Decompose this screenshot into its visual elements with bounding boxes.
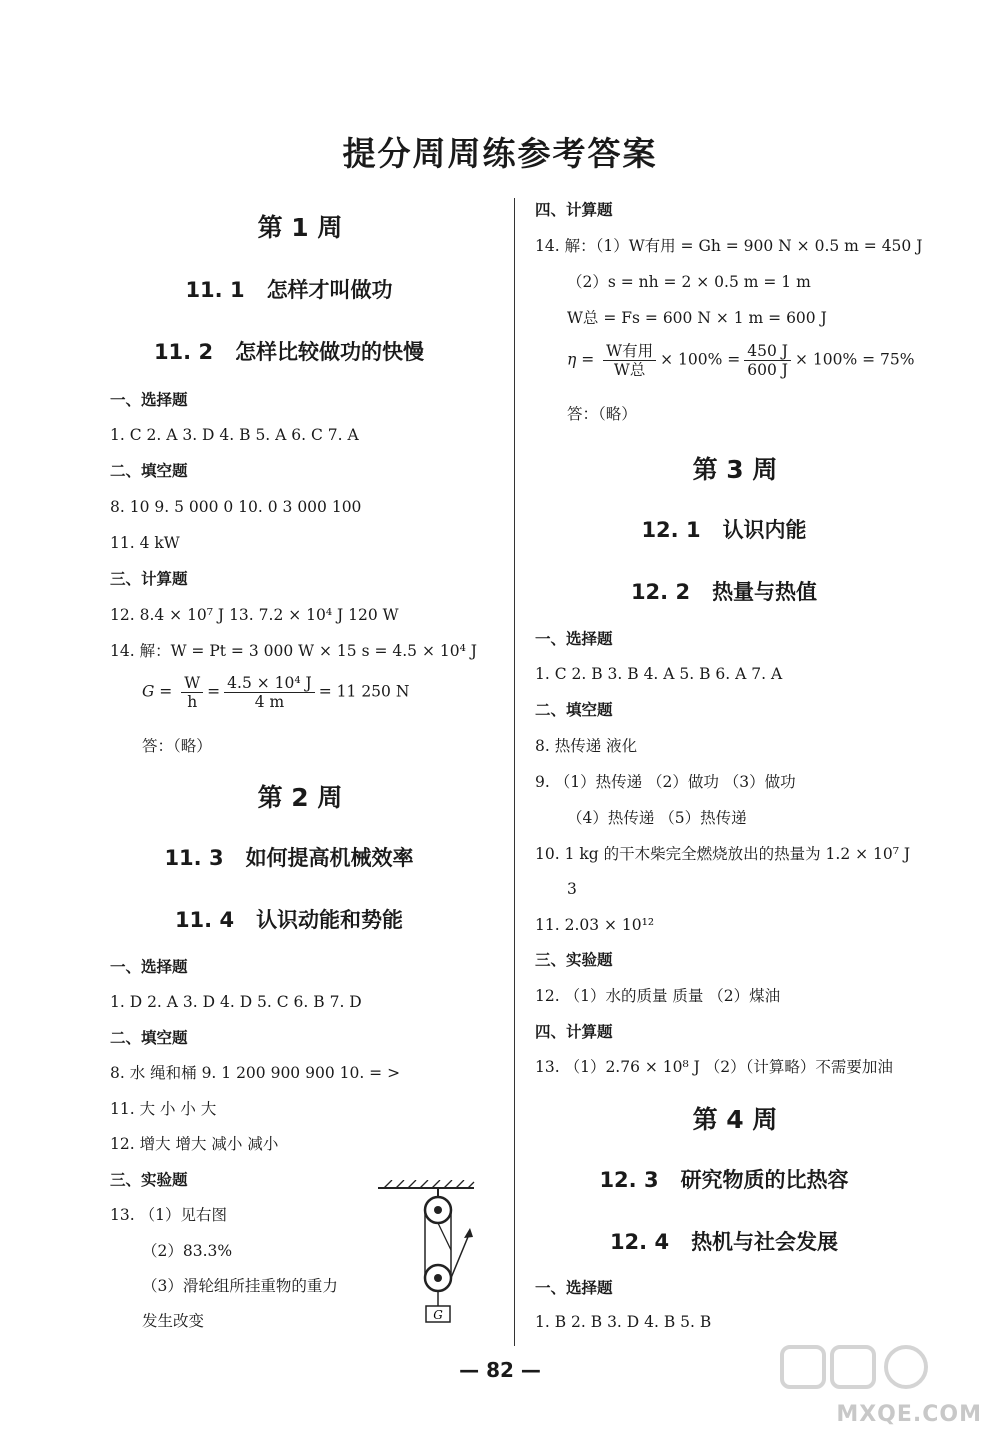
answer-line: 11. 大 小 小 大 [110,1100,217,1118]
chapter-11-4-heading [110,904,490,934]
answer-line: 1. C 2. A 3. D 4. B 5. A 6. C 7. A [110,426,359,444]
answer-line: 13. （1）见右图 [110,1206,227,1224]
numerator: W [181,674,203,693]
answer-line: 3 [567,880,577,898]
section-heading: 二、填空题 [535,701,613,719]
section-heading: 三、实验题 [535,951,613,969]
answer-line: 12. 增大 增大 减小 减小 [110,1135,279,1153]
answer-line: （3）滑轮组所挂重物的重力 [142,1277,338,1295]
watermark-text: MXQE.COM [836,1402,982,1427]
numerator: W有用 [603,342,656,361]
numerator: 450 J [744,342,791,361]
denominator: W总 [613,361,646,379]
answer-line: 8. 10 9. 5 000 0 10. 0 3 000 100 [110,498,362,516]
arrow-icon [464,1228,473,1238]
chapter-name: 如何提高机械效率 [245,846,414,870]
fixed-pulley-axle [434,1206,442,1214]
pulley-diagram [378,1180,478,1330]
chapter-name: 认识动能和势能 [256,908,404,932]
answer-line: 13. （1）2.76 × 10⁸ J （2）（计算略）不需要加油 [535,1058,893,1076]
page-title: 提分周周练参考答案 [342,134,658,173]
formula-part: × 100% = [660,350,741,369]
chapter-number: 12. 3 [599,1168,659,1192]
section-heading: 四、计算题 [535,201,613,219]
chapter-12-2-heading [535,576,935,606]
answer-line: 1. D 2. A 3. D 4. D 5. C 6. B 7. D [110,993,362,1011]
section-heading: 一、选择题 [110,391,188,409]
chapter-number: 11. 1 [185,278,245,302]
chapter-12-1-heading [535,514,935,544]
week-1-heading: 第 1 周 [257,213,343,242]
denominator: h [187,693,198,711]
answer-line: 11. 2.03 × 10¹² [535,916,655,934]
formula-line: G = $\frac{W}{h}$ = $\frac{\text{4.5 × 10⁴ J}}{4 m}$ = 11 250 N [142,674,410,711]
chapter-12-4-heading [535,1226,935,1256]
chapter-name: 怎样比较做功的快慢 [235,340,425,364]
chapter-number: 12. 1 [641,518,701,542]
section-heading: 二、填空题 [110,1029,188,1047]
numerator: 4.5 × 10⁴ J [224,674,315,693]
answer-line: 14. 解：（1）W有用 = Gh = 900 N × 0.5 m = 450 J [535,237,923,255]
answer-line: 11. 4 kW [110,534,180,552]
chapter-number: 11. 4 [174,908,235,932]
answer-line: 8. 热传递 液化 [535,737,638,755]
answer-line: 答：（略） [142,737,212,755]
fraction [603,342,656,379]
pull-rope [451,1232,470,1278]
answer-line: 1. C 2. B 3. B 4. A 5. B 6. A 7. A [535,665,783,683]
fraction [744,342,791,379]
answer-line: 发生改变 [142,1312,205,1330]
section-heading: 二、填空题 [110,462,188,480]
movable-pulley-axle [434,1274,442,1282]
rope [438,1223,451,1250]
chapter-number: 11. 3 [164,846,224,870]
formula-result: = 11 250 N [318,682,410,701]
fraction [181,674,203,711]
chapter-name: 热量与热值 [712,580,818,604]
chapter-number: 12. 2 [630,580,691,604]
weight-label: G [433,1308,443,1322]
formula-result: × 100% = 75% [794,350,915,369]
formula-line [567,342,915,379]
chapter-name: 怎样才叫做功 [266,278,393,302]
chapter-number: 11. 2 [153,340,214,364]
chapter-11-2-heading [110,336,490,366]
ceiling-hatch [384,1180,474,1188]
chapter-name: 热机与社会发展 [691,1230,839,1254]
section-heading: 三、实验题 [110,1171,188,1189]
answer-line: （4）热传递 （5）热传递 [567,809,747,827]
answer-line: 9. （1）热传递 （2）做功 （3）做功 [535,773,796,791]
section-heading: 一、选择题 [535,630,613,648]
answer-line: W总 = Fs = 600 N × 1 m = 600 J [567,309,827,327]
answer-line: 12. （1）水的质量 质量 （2）煤油 [535,987,781,1005]
week-2-heading: 第 2 周 [257,783,343,812]
section-heading: 一、选择题 [535,1279,613,1297]
answer-line: 1. B 2. B 3. D 4. B 5. B [535,1313,712,1331]
answer-line: 12. 8.4 × 10⁷ J 13. 7.2 × 10⁴ J 120 W [110,606,399,624]
chapter-11-1-heading [110,274,490,304]
formula-lhs: η = [567,350,600,369]
section-heading: 四、计算题 [535,1023,613,1041]
answer-line: （2）83.3% [142,1242,233,1260]
fraction [224,674,315,711]
page-number: — 82 — [459,1358,541,1382]
chapter-number: 12. 4 [609,1230,670,1254]
chapter-name: 认识内能 [722,518,807,542]
week-3-heading: 第 3 周 [692,455,778,484]
chapter-12-3-heading [535,1164,935,1194]
denominator: 4 m [254,693,285,711]
answer-line: 10. 1 kg 的干木柴完全燃烧放出的热量为 1.2 × 10⁷ J [535,845,911,863]
answer-line: 8. 水 绳和桶 9. 1 200 900 900 10. = > [110,1064,401,1082]
chapter-11-3-heading [110,842,490,872]
week-4-heading: 第 4 周 [692,1105,778,1134]
answer-line: 答：（略） [567,405,637,423]
formula-lhs: G = [142,682,178,701]
column-divider [514,198,515,1346]
denominator: 600 J [747,361,788,379]
answer-line: （2）s = nh = 2 × 0.5 m = 1 m [567,273,811,291]
section-heading: 一、选择题 [110,958,188,976]
chapter-name: 研究物质的比热容 [680,1168,849,1192]
section-heading: 三、计算题 [110,570,188,588]
answer-line: 14. 解：W = Pt = 3 000 W × 15 s = 4.5 × 10⁴ J [110,642,477,660]
